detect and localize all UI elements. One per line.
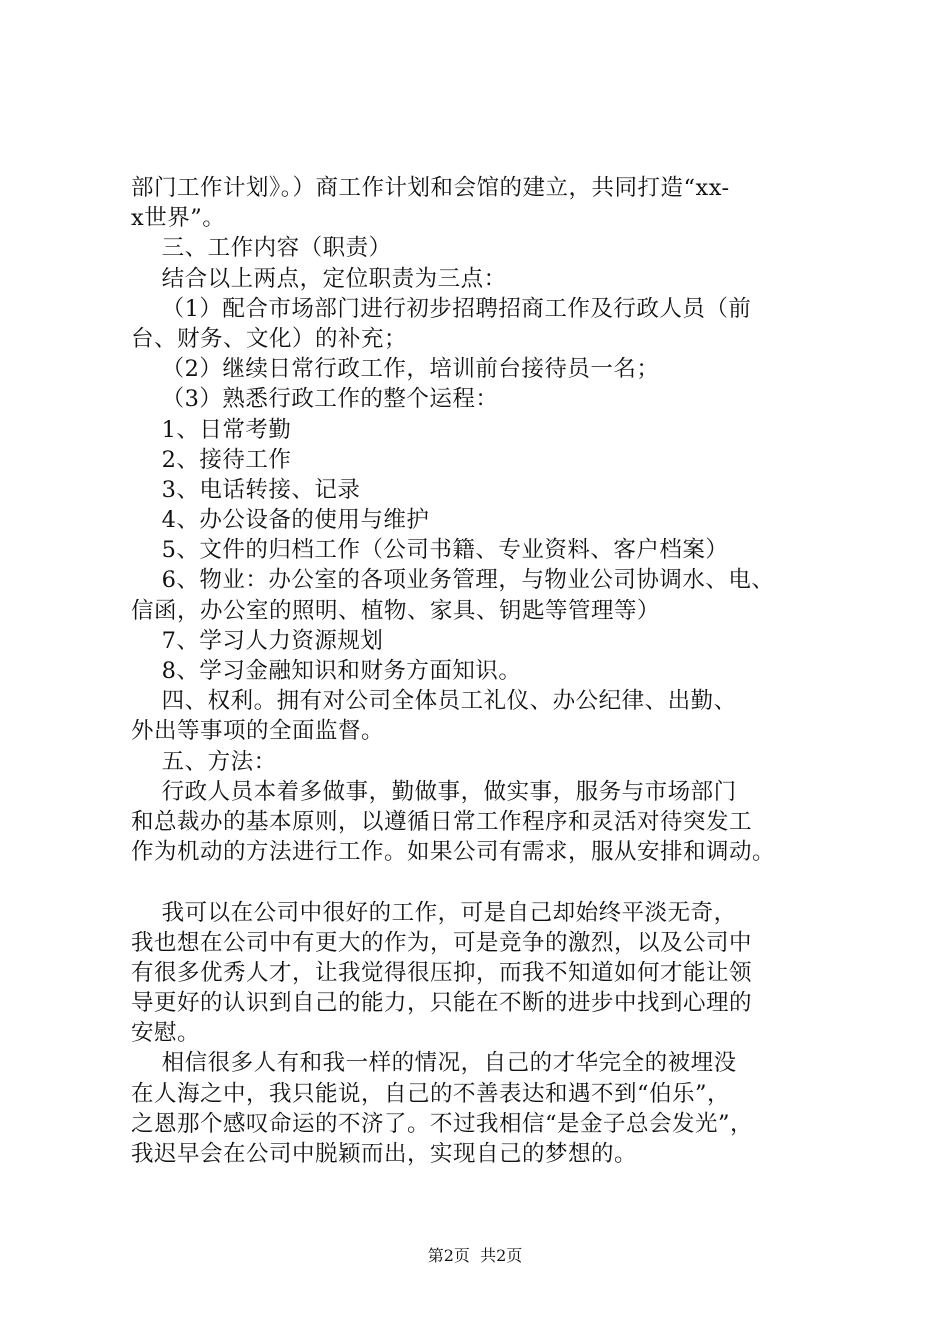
text-line: 7、学习人力资源规划 [131,627,384,654]
text-line: 信函，办公室的照明、植物、家具、钥匙等管理等） [131,597,661,624]
text-line: 五、方法： [131,748,277,775]
text-line: 1、日常考勤 [131,416,292,443]
blank-line [131,867,831,897]
text-line: 部门工作计划》。）商工作计划和会馆的建立，共同打造“xx- [131,175,730,201]
text-line: 结合以上两点，定位职责为三点： [131,265,507,292]
text-line: 台、财务、文化）的补充； [131,325,408,352]
text-line: x世界”。 [131,205,226,232]
text-line: 在人海之中，我只能说，自己的不善表达和遇不到“伯乐”， [131,1080,731,1107]
text-line: 2、接待工作 [131,446,292,473]
text-line: 之恩那个感叹命运的不济了。不过我相信“是金子总会发光”， [131,1110,754,1137]
page-footer: 第2页 共2页 [427,1246,523,1265]
text-line: 导更好的认识到自己的能力，只能在不断的进步中找到心理的 [131,990,753,1017]
text-line: 我可以在公司中很好的工作，可是自己却始终平淡无奇， [131,899,737,926]
text-line: 8、学习金融知识和财务方面知识。 [131,658,522,684]
text-line: 有很多优秀人才，让我觉得很压抑，而我不知道如何才能让领 [131,959,753,986]
text-line: 四、权利。拥有对公司全体员工礼仪、办公纪律、出勤、 [131,688,737,715]
text-line: 安慰。 [131,1020,201,1047]
text-line: 4、办公设备的使用与维护 [131,507,430,534]
text-line: 3、电话转接、记录 [131,476,361,503]
text-line: 外出等事项的全面监督。 [131,718,385,745]
text-line: （2）继续日常行政工作，培训前台接待员一名； [131,356,660,383]
text-line: 相信很多人有和我一样的情况，自己的才华完全的被埋没 [131,1050,737,1077]
text-line: 作为机动的方法进行工作。如果公司有需求，服从安排和调动。 [131,839,776,866]
text-line: 三、工作内容（职责） [131,235,392,262]
text-line: 行政人员本着多做事，勤做事，做实事，服务与市场部门 [131,778,737,805]
document-body [131,173,831,1169]
text-line: 5、文件的归档工作（公司书籍、专业资料、客户档案） [131,537,729,564]
text-line: （1）配合市场部门进行初步招聘招商工作及行政人员（前 [131,295,752,322]
text-line: 和总裁办的基本原则，以遵循日常工作程序和灵活对待突发工 [131,808,753,835]
text-line: 我迟早会在公司中脱颖而出，实现自己的梦想的。 [131,1141,638,1167]
text-line: 我也想在公司中有更大的作为，可是竞争的激烈，以及公司中 [131,929,753,956]
text-line: 6、物业：办公室的各项业务管理，与物业公司协调水、电、 [131,567,775,594]
text-line: （3）熟悉行政工作的整个运程： [131,386,499,413]
